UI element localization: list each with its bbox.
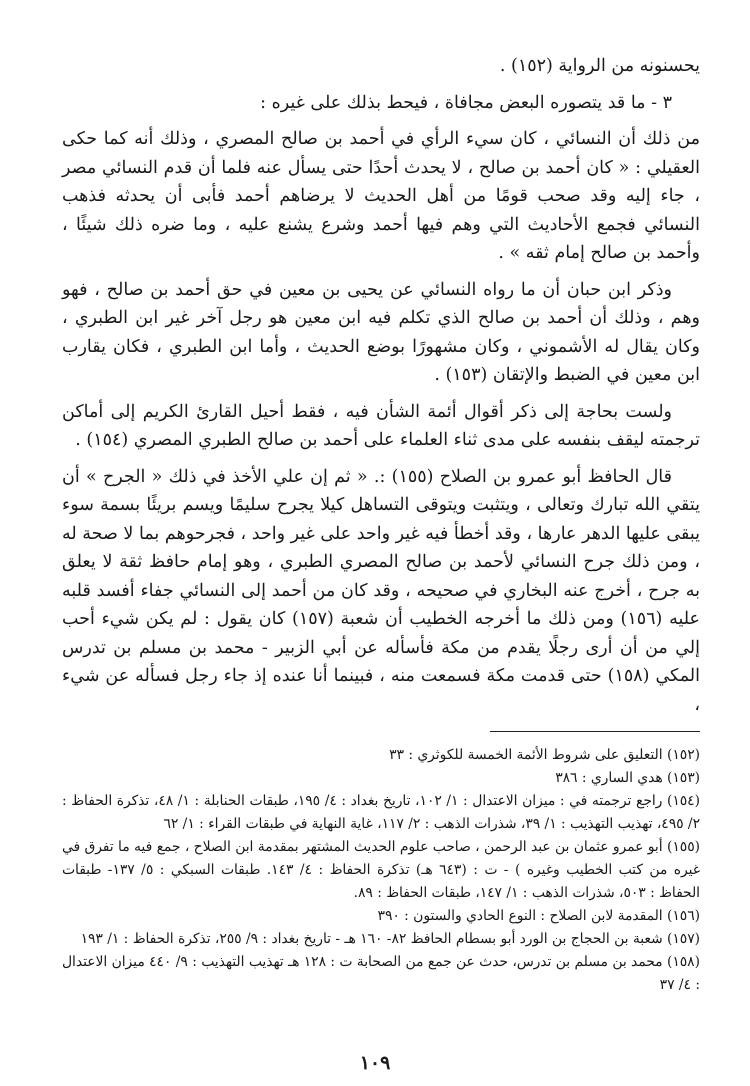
book-page — [62, 52, 700, 1046]
footnote-separator-wrap — [62, 719, 700, 744]
footnote: (١٥٦) المقدمة لابن الصلاح : النوع الحادي والستون : ٣٩٠ — [377, 908, 700, 924]
footnote: (١٥٨) محمد بن مسلم بن تدرس، حدث عن جمع من الصحابة ت : ١٢٨ هـ تهذيب التهذيب : ٩/ ٤٤٠ ميزان الاعتدال : ٤/ ٣٧ — [62, 954, 700, 993]
footnote: (١٥٧) شعبة بن الحجاج بن الورد أبو بسطام الحافظ ٨٢- ١٦٠ هـ - تاريخ بغداد : ٩/ ٢٥٥، تذكرة الحفاظ : ١/ ١٩٣ — [80, 931, 700, 947]
main-text — [62, 52, 700, 719]
page-number: ١٠٩ — [359, 1052, 391, 1074]
paragraph: من ذلك أن النسائي ، كان سيء الرأي في أحمد بن صالح المصري ، وذلك أنه كما حكى العقيلي : « كان أحمد بن صالح ، لا يحدث أحدًا حتى يسأل عنه فلما أن قدم النسائي مصر ، جاء إليه وقد صحب قومًا من أهل الحديث لا يرضاهم أحمد فأبى أن يحدثه فذهب النسائي فجمع الأحاديث التي وهم فيها أحمد وشرع يشنع عليه ، وما ضره ذلك شيئًا ، وأحمد بن صالح إمام ثقه » . — [62, 129, 700, 263]
footnote: (١٥٣) هدي الساري : ٣٨٦ — [555, 770, 700, 786]
footnote: (١٥٥) أبو عمرو عثمان بن عبد الرحمن ، صاحب علوم الحديث المشتهر بمقدمة ابن الصلاح ، جمع فيه ما تفرق في غيره من كتب الخطيب وغيره ) - ت : (٦٤٣ هـ) تذكرة الحفاظ : ٤/ ١٤٣. طبقات السبكي : ٥/ ١٣٧- طبقات الحفاظ : ٥٠٣، شذرات الذهب : ١/ ١٤٧، طبقات الحفاظ : ٨٩. — [62, 839, 700, 901]
footnotes — [62, 744, 700, 997]
paragraph: ولست بحاجة إلى ذكر أقوال أئمة الشأن فيه ، فقط أحيل القارئ الكريم إلى أماكن ترجمته ليقف بنفسه على مدى ثناء العلماء على أحمد بن صالح الطبري المصري (١٥٤) . — [62, 401, 700, 450]
section-heading: ٣ - ما قد يتصوره البعض مجافاة ، فيحط بذلك على غيره : — [260, 92, 672, 113]
paragraph: قال الحافظ أبو عمرو بن الصلاح (١٥٥) :. « ثم إن علي الأخذ في ذلك « الجرح » أن يتقي الله تبارك وتعالى ، ويتثبت ويتوقى التساهل كيلا يجرح سليمًا ويسم بريئًا بسمة سوء يبقى عليها الدهر عارها ، وقد أخطأ فيه غير واحد على غير واحد ، فجرحوهم بما لا صحة له ، ومن ذلك جرح النسائي لأحمد بن صالح المصري الطبري ، وهو إمام حافظ ثقة لا يعلق به جرح ، أخرج عنه البخاري في صحيحه ، وقد كان من أحمد إلى النسائي جفاء أفسد قلبه عليه (١٥٦) ومن ذلك ما أخرجه الخطيب أن شعبة (١٥٧) كان يقول : لم يكن شيء أحب إلي من أن أرى رجلًا يقدم من مكة فأسأله عن أبي الزبير - محمد بن مسلم بن تدرس المكي (١٥٨) حتى قدمت مكة فسمعت منه ، فبينما أنا عنده إذ جاء رجل فسأله عن شيء ، — [62, 466, 701, 715]
footnote: (١٥٤) راجع ترجمته في : ميزان الاعتدال : ١/ ١٠٢، تاريخ بغداد : ٤/ ١٩٥، طبقات الحنابلة : ١/ ٤٨، تذكرة الحفاظ : ٢/ ٤٩٥، تهذيب التهذيب : ١/ ٣٩، شذرات الذهب : ٢/ ١١٧، غاية النهاية في طبقات القراء : ١/ ٦٢ — [62, 793, 700, 832]
paragraph-continuation: يحسنونه من الرواية (١٥٢) . — [499, 56, 700, 76]
footnote: (١٥٢) التعليق على شروط الأئمة الخمسة للكوثري : ٣٣ — [389, 747, 700, 763]
paragraph: وذكر ابن حبان أن ما رواه النسائي عن يحيى بن معين في حق أحمد بن صالح ، فهو وهم ، وذلك أن أحمد بن صالح الذي تكلم فيه ابن معين هو رجل آخر غير ابن الطبري ، وكان يقال له الأشموني ، وكان مشهورًا بوضع الحديث ، وأما ابن الطبري ، فكان يقارب ابن معين في الضبط والإتقان (١٥٣) . — [62, 279, 700, 385]
footnote-separator — [490, 731, 700, 732]
